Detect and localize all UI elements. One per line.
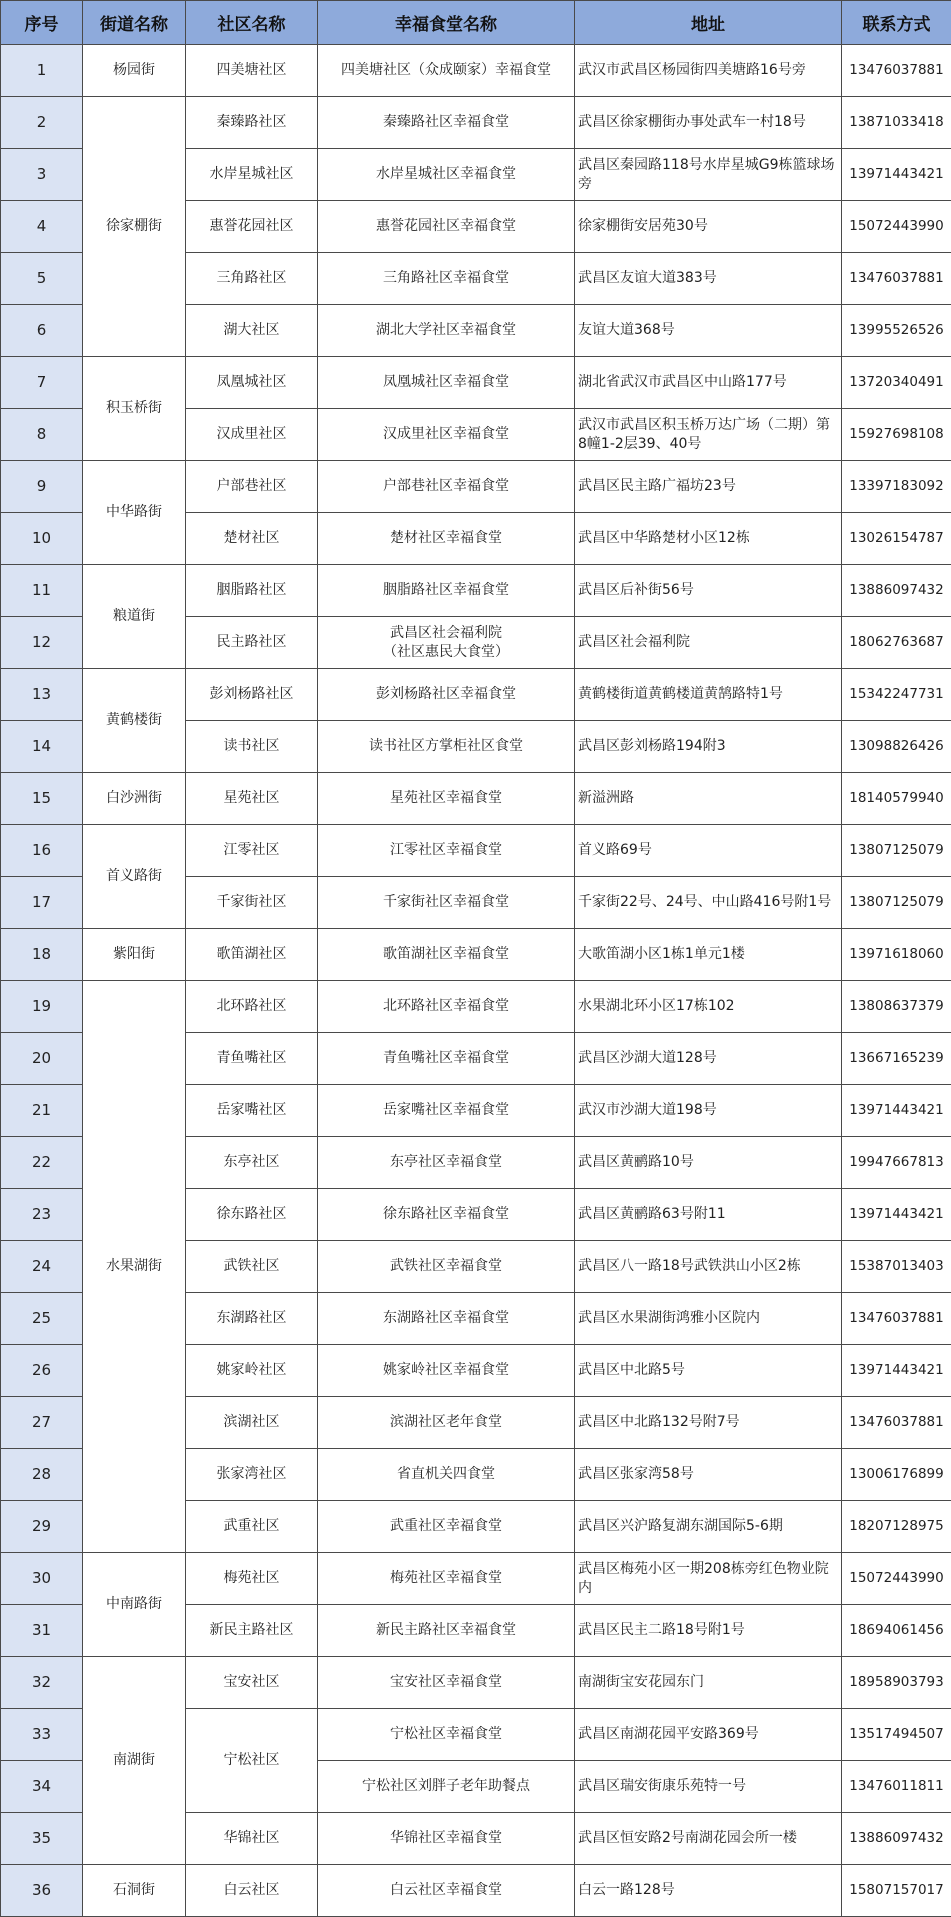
address: 武昌区中华路楚材小区12栋	[575, 513, 842, 565]
address: 武汉市武昌区积玉桥万达广场（二期）第8幢1-2层39、40号	[575, 409, 842, 461]
community-name: 凤凰城社区	[186, 357, 318, 409]
community-name: 岳家嘴社区	[186, 1085, 318, 1137]
canteen-name: 徐东路社区幸福食堂	[318, 1189, 575, 1241]
phone: 15807157017	[842, 1865, 951, 1917]
phone: 15072443990	[842, 1553, 951, 1605]
row-index: 31	[1, 1605, 83, 1657]
canteen-name: 四美塘社区（众成颐家）幸福食堂	[318, 45, 575, 97]
row-index: 22	[1, 1137, 83, 1189]
street-name: 中南路街	[83, 1553, 186, 1657]
row-index: 21	[1, 1085, 83, 1137]
row-index: 6	[1, 305, 83, 357]
canteen-name: 三角路社区幸福食堂	[318, 253, 575, 305]
canteen-name: 惠誉花园社区幸福食堂	[318, 201, 575, 253]
row-index: 36	[1, 1865, 83, 1917]
phone: 18958903793	[842, 1657, 951, 1709]
community-name: 楚材社区	[186, 513, 318, 565]
row-index: 8	[1, 409, 83, 461]
canteen-name: 户部巷社区幸福食堂	[318, 461, 575, 513]
phone: 13808637379	[842, 981, 951, 1033]
street-name: 徐家棚街	[83, 97, 186, 357]
address: 武昌区中北路132号附7号	[575, 1397, 842, 1449]
table-row	[1, 357, 951, 409]
canteen-name: 江零社区幸福食堂	[318, 825, 575, 877]
row-index: 33	[1, 1709, 83, 1761]
community-name: 武重社区	[186, 1501, 318, 1553]
table-row	[1, 773, 951, 825]
canteen-name: 宁松社区刘胖子老年助餐点	[318, 1761, 575, 1813]
phone: 13667165239	[842, 1033, 951, 1085]
address: 武昌区八一路18号武铁洪山小区2栋	[575, 1241, 842, 1293]
table-row	[1, 825, 951, 877]
address: 武昌区民主路广福坊23号	[575, 461, 842, 513]
phone: 13886097432	[842, 565, 951, 617]
canteen-name-line2: （社区惠民大食堂）	[383, 643, 509, 660]
phone: 13026154787	[842, 513, 951, 565]
address: 武昌区黄鹂路63号附11	[575, 1189, 842, 1241]
row-index: 25	[1, 1293, 83, 1345]
canteen-name: 胭脂路社区幸福食堂	[318, 565, 575, 617]
address: 南湖街宝安花园东门	[575, 1657, 842, 1709]
table-row	[1, 565, 951, 617]
row-index: 3	[1, 149, 83, 201]
community-name: 东湖路社区	[186, 1293, 318, 1345]
address: 千家街22号、24号、中山路416号附1号	[575, 877, 842, 929]
canteen-name: 彭刘杨路社区幸福食堂	[318, 669, 575, 721]
table-row	[1, 669, 951, 721]
row-index: 35	[1, 1813, 83, 1865]
phone: 13807125079	[842, 825, 951, 877]
canteen-name: 北环路社区幸福食堂	[318, 981, 575, 1033]
canteen-name: 岳家嘴社区幸福食堂	[318, 1085, 575, 1137]
canteen-name: 华锦社区幸福食堂	[318, 1813, 575, 1865]
phone: 13807125079	[842, 877, 951, 929]
phone: 15387013403	[842, 1241, 951, 1293]
community-name: 星苑社区	[186, 773, 318, 825]
street-name: 粮道街	[83, 565, 186, 669]
phone: 15342247731	[842, 669, 951, 721]
address: 武汉市武昌区杨园街四美塘路16号旁	[575, 45, 842, 97]
phone: 15927698108	[842, 409, 951, 461]
phone: 13476037881	[842, 45, 951, 97]
address: 湖北省武汉市武昌区中山路177号	[575, 357, 842, 409]
row-index: 15	[1, 773, 83, 825]
row-index: 23	[1, 1189, 83, 1241]
canteen-name: 湖北大学社区幸福食堂	[318, 305, 575, 357]
phone: 13995526526	[842, 305, 951, 357]
phone: 18694061456	[842, 1605, 951, 1657]
phone: 13098826426	[842, 721, 951, 773]
row-index: 10	[1, 513, 83, 565]
canteen-name: 武重社区幸福食堂	[318, 1501, 575, 1553]
canteen-name: 楚材社区幸福食堂	[318, 513, 575, 565]
street-name: 南湖街	[83, 1657, 186, 1865]
row-index: 7	[1, 357, 83, 409]
phone: 13476037881	[842, 1293, 951, 1345]
phone: 19947667813	[842, 1137, 951, 1189]
canteen-name-line1: 武昌区社会福利院	[390, 624, 502, 641]
canteen-name: 武铁社区幸福食堂	[318, 1241, 575, 1293]
row-index: 17	[1, 877, 83, 929]
canteen-name: 东亭社区幸福食堂	[318, 1137, 575, 1189]
community-name: 白云社区	[186, 1865, 318, 1917]
table-row	[1, 1553, 951, 1605]
community-name: 四美塘社区	[186, 45, 318, 97]
canteen-name: 省直机关四食堂	[318, 1449, 575, 1501]
phone: 13517494507	[842, 1709, 951, 1761]
community-name: 宁松社区	[186, 1709, 318, 1813]
table-row	[1, 461, 951, 513]
address: 黄鹤楼街道黄鹤楼道黄鹄路特1号	[575, 669, 842, 721]
address: 武昌区黄鹂路10号	[575, 1137, 842, 1189]
phone: 13397183092	[842, 461, 951, 513]
canteen-name: 千家街社区幸福食堂	[318, 877, 575, 929]
header-index: 序号	[1, 1, 83, 45]
canteen-name: 歌笛湖社区幸福食堂	[318, 929, 575, 981]
phone: 13971443421	[842, 1345, 951, 1397]
street-name: 积玉桥街	[83, 357, 186, 461]
address: 武昌区沙湖大道128号	[575, 1033, 842, 1085]
community-name: 汉成里社区	[186, 409, 318, 461]
canteen-name: 白云社区幸福食堂	[318, 1865, 575, 1917]
header-street: 街道名称	[83, 1, 186, 45]
row-index: 16	[1, 825, 83, 877]
address: 武昌区彭刘杨路194附3	[575, 721, 842, 773]
community-name: 歌笛湖社区	[186, 929, 318, 981]
address: 大歌笛湖小区1栋1单元1楼	[575, 929, 842, 981]
phone: 13971443421	[842, 149, 951, 201]
row-index: 14	[1, 721, 83, 773]
address: 白云一路128号	[575, 1865, 842, 1917]
phone: 13971443421	[842, 1085, 951, 1137]
community-name: 武铁社区	[186, 1241, 318, 1293]
community-name: 滨湖社区	[186, 1397, 318, 1449]
address: 武昌区恒安路2号南湖花园会所一楼	[575, 1813, 842, 1865]
address: 武昌区张家湾58号	[575, 1449, 842, 1501]
street-name: 中华路街	[83, 461, 186, 565]
header-address: 地址	[575, 1, 842, 45]
phone: 15072443990	[842, 201, 951, 253]
phone: 13006176899	[842, 1449, 951, 1501]
address: 新溢洲路	[575, 773, 842, 825]
canteen-name: 凤凰城社区幸福食堂	[318, 357, 575, 409]
row-index: 34	[1, 1761, 83, 1813]
row-index: 12	[1, 617, 83, 669]
community-name: 徐东路社区	[186, 1189, 318, 1241]
canteen-name: 水岸星城社区幸福食堂	[318, 149, 575, 201]
community-name: 青鱼嘴社区	[186, 1033, 318, 1085]
community-name: 户部巷社区	[186, 461, 318, 513]
community-name: 三角路社区	[186, 253, 318, 305]
address: 武昌区徐家棚街办事处武车一村18号	[575, 97, 842, 149]
table-row	[1, 981, 951, 1033]
street-name: 水果湖街	[83, 981, 186, 1553]
canteen-name: 新民主路社区幸福食堂	[318, 1605, 575, 1657]
community-name: 读书社区	[186, 721, 318, 773]
canteen-name: 秦臻路社区幸福食堂	[318, 97, 575, 149]
address: 武昌区中北路5号	[575, 1345, 842, 1397]
address: 武昌区社会福利院	[575, 617, 842, 669]
row-index: 5	[1, 253, 83, 305]
row-index: 24	[1, 1241, 83, 1293]
table-row	[1, 45, 951, 97]
address: 武昌区梅苑小区一期208栋旁红色物业院内	[575, 1553, 842, 1605]
community-name: 宝安社区	[186, 1657, 318, 1709]
row-index: 28	[1, 1449, 83, 1501]
address: 武昌区南湖花园平安路369号	[575, 1709, 842, 1761]
table-row	[1, 1865, 951, 1917]
header-community: 社区名称	[186, 1, 318, 45]
row-index: 26	[1, 1345, 83, 1397]
canteen-name: 青鱼嘴社区幸福食堂	[318, 1033, 575, 1085]
phone: 13971618060	[842, 929, 951, 981]
community-name: 华锦社区	[186, 1813, 318, 1865]
community-name: 姚家岭社区	[186, 1345, 318, 1397]
row-index: 19	[1, 981, 83, 1033]
row-index: 29	[1, 1501, 83, 1553]
phone: 18207128975	[842, 1501, 951, 1553]
canteen-name: 姚家岭社区幸福食堂	[318, 1345, 575, 1397]
street-name: 石洞街	[83, 1865, 186, 1917]
phone: 13476011811	[842, 1761, 951, 1813]
table-row	[1, 97, 951, 149]
row-index: 9	[1, 461, 83, 513]
community-name: 湖大社区	[186, 305, 318, 357]
address: 友谊大道368号	[575, 305, 842, 357]
street-name: 杨园街	[83, 45, 186, 97]
community-name: 张家湾社区	[186, 1449, 318, 1501]
row-index: 13	[1, 669, 83, 721]
phone: 13720340491	[842, 357, 951, 409]
row-index: 32	[1, 1657, 83, 1709]
street-name: 白沙洲街	[83, 773, 186, 825]
canteen-name	[318, 617, 575, 669]
canteen-name: 梅苑社区幸福食堂	[318, 1553, 575, 1605]
canteen-name: 宝安社区幸福食堂	[318, 1657, 575, 1709]
address: 武昌区水果湖街鸿雅小区院内	[575, 1293, 842, 1345]
address: 武昌区后补街56号	[575, 565, 842, 617]
address: 武昌区友谊大道383号	[575, 253, 842, 305]
canteen-name: 东湖路社区幸福食堂	[318, 1293, 575, 1345]
address: 首义路69号	[575, 825, 842, 877]
row-index: 27	[1, 1397, 83, 1449]
phone: 18140579940	[842, 773, 951, 825]
phone: 13871033418	[842, 97, 951, 149]
community-name: 秦臻路社区	[186, 97, 318, 149]
address: 水果湖北环小区17栋102	[575, 981, 842, 1033]
phone: 13476037881	[842, 1397, 951, 1449]
phone: 13886097432	[842, 1813, 951, 1865]
table-row	[1, 1657, 951, 1709]
header-canteen: 幸福食堂名称	[318, 1, 575, 45]
address: 徐家棚街安居苑30号	[575, 201, 842, 253]
canteen-name: 读书社区方掌柜社区食堂	[318, 721, 575, 773]
row-index: 4	[1, 201, 83, 253]
street-name: 首义路街	[83, 825, 186, 929]
canteen-name: 滨湖社区老年食堂	[318, 1397, 575, 1449]
community-name: 东亭社区	[186, 1137, 318, 1189]
row-index: 30	[1, 1553, 83, 1605]
canteen-name: 宁松社区幸福食堂	[318, 1709, 575, 1761]
row-index: 11	[1, 565, 83, 617]
canteen-name: 汉成里社区幸福食堂	[318, 409, 575, 461]
community-name: 惠誉花园社区	[186, 201, 318, 253]
address: 武昌区兴沪路复湖东湖国际5-6期	[575, 1501, 842, 1553]
address: 武汉市沙湖大道198号	[575, 1085, 842, 1137]
phone: 18062763687	[842, 617, 951, 669]
community-name: 彭刘杨路社区	[186, 669, 318, 721]
phone: 13971443421	[842, 1189, 951, 1241]
address: 武昌区瑞安街康乐苑特一号	[575, 1761, 842, 1813]
address: 武昌区秦园路118号水岸星城G9栋篮球场旁	[575, 149, 842, 201]
phone: 13476037881	[842, 253, 951, 305]
community-name: 民主路社区	[186, 617, 318, 669]
header-phone: 联系方式	[842, 1, 951, 45]
community-name: 梅苑社区	[186, 1553, 318, 1605]
street-name: 黄鹤楼街	[83, 669, 186, 773]
row-index: 2	[1, 97, 83, 149]
row-index: 18	[1, 929, 83, 981]
row-index: 20	[1, 1033, 83, 1085]
community-name: 江零社区	[186, 825, 318, 877]
canteen-name: 星苑社区幸福食堂	[318, 773, 575, 825]
community-name: 千家街社区	[186, 877, 318, 929]
community-name: 水岸星城社区	[186, 149, 318, 201]
community-name: 胭脂路社区	[186, 565, 318, 617]
community-name: 北环路社区	[186, 981, 318, 1033]
header-row	[1, 1, 951, 45]
community-name: 新民主路社区	[186, 1605, 318, 1657]
row-index: 1	[1, 45, 83, 97]
street-name: 紫阳街	[83, 929, 186, 981]
address: 武昌区民主二路18号附1号	[575, 1605, 842, 1657]
table-row	[1, 929, 951, 981]
